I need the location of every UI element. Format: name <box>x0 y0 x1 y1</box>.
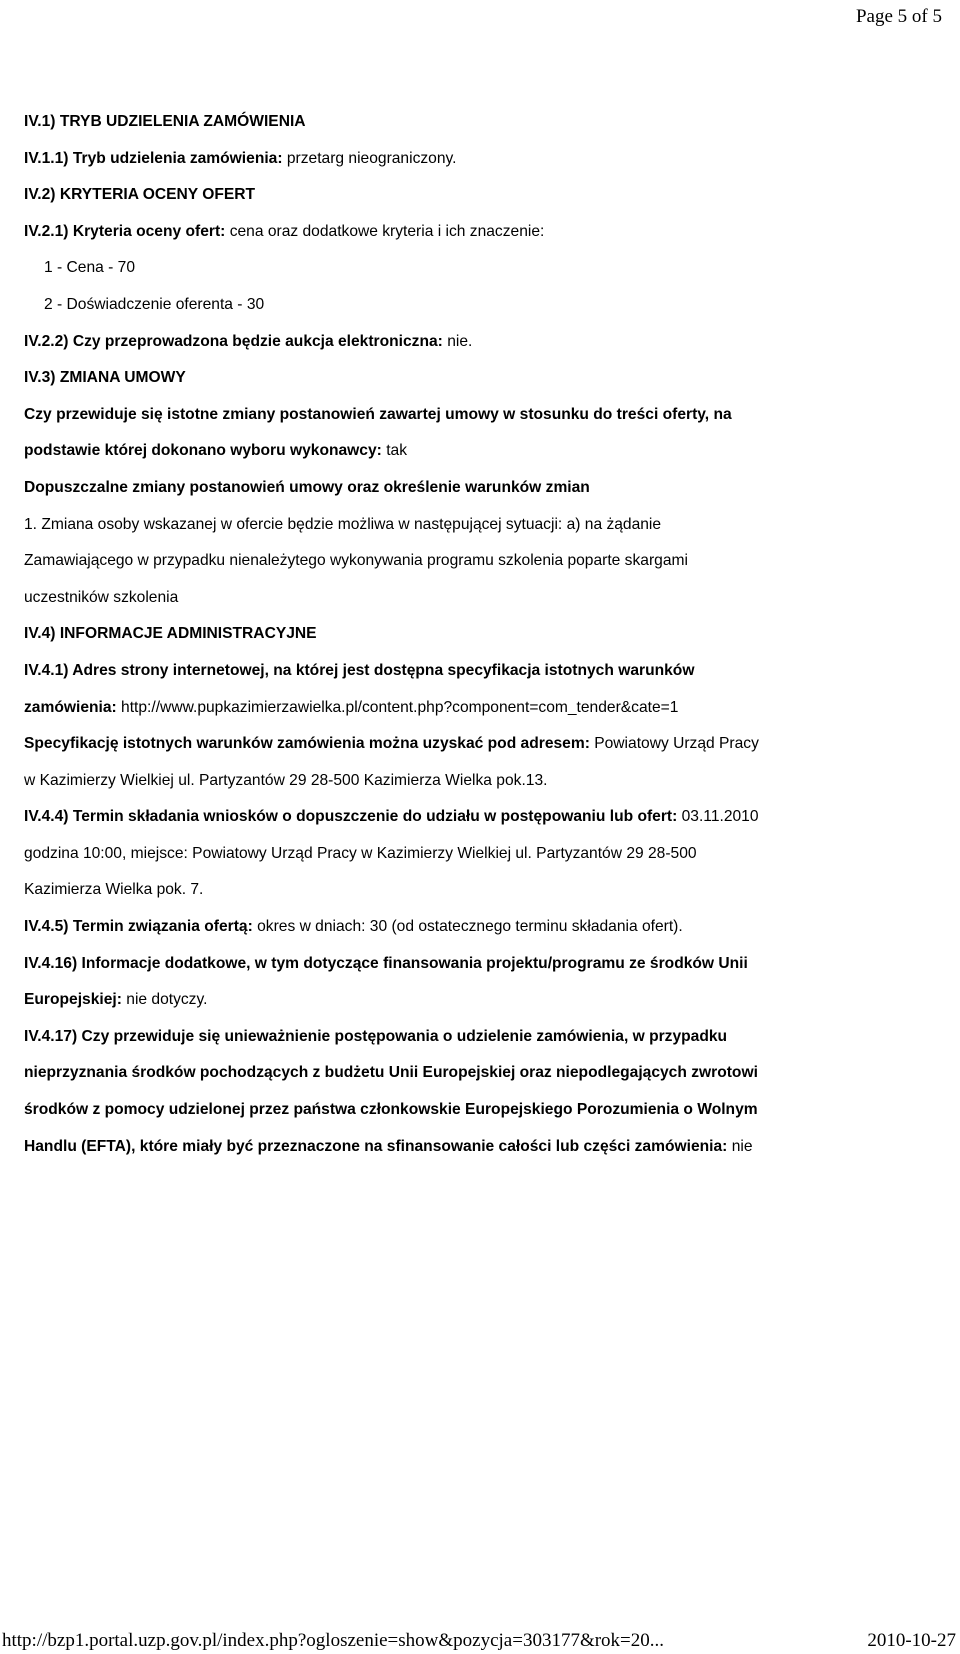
termin-skladania-cont: godzina 10:00, miejsce: Powiatowy Urząd Pracy w Kazimierzy Wielkiej ul. Partyzantów 29 28-500 <box>24 844 697 862</box>
zmiany-text-line: 1. Zmiana osoby wskazanej w ofercie będzie możliwa w następującej sytuacji: a) na żądanie <box>24 515 662 533</box>
section-title-informacje: IV.4) INFORMACJE ADMINISTRACYJNE <box>24 625 317 643</box>
informacje-dodatkowe-value: Europejskiej: nie dotyczy. <box>24 991 208 1009</box>
adres-strony-line: IV.4.1) Adres strony internetowej, na której jest dostępna specyfikacja istotnych warunków <box>24 661 695 679</box>
zmiany-question-answer: podstawie której dokonano wyboru wykonawcy: tak <box>24 442 407 460</box>
termin-skladania-cont: Kazimierza Wielka pok. 7. <box>24 881 204 899</box>
informacje-dodatkowe-line: IV.4.16) Informacje dodatkowe, w tym dotyczące finansowania projektu/programu ze środków Unii <box>24 954 748 972</box>
termin-zwiazania: IV.4.5) Termin związania ofertą: okres w dniach: 30 (od ostatecznego terminu składania ofert). <box>24 918 683 936</box>
uniewaznienie-line: środków z pomocy udzielonej przez państwa członkowskie Europejskiego Porozumienia o Wolnym <box>24 1101 758 1119</box>
footer-url[interactable]: http://bzp1.portal.uzp.gov.pl/index.php?ogloszenie=show&pozycja=303177&rok=20... <box>2 1630 665 1651</box>
section-title-zmiana-umowy: IV.3) ZMIANA UMOWY <box>24 369 186 387</box>
criterion-item: 1 - Cena - 70 <box>44 259 136 277</box>
document-body <box>24 104 942 1165</box>
termin-skladania: IV.4.4) Termin składania wniosków o dopuszczenie do udziału w postępowaniu lub ofert: 03.11.2010 <box>24 808 759 826</box>
section-title-kryteria: IV.2) KRYTERIA OCENY OFERT <box>24 186 256 204</box>
zmiany-text-line: Zamawiającego w przypadku nienależytego wykonywania programu szkolenia poparte skargami <box>24 552 688 570</box>
aukcja-elektroniczna: IV.2.2) Czy przeprowadzona będzie aukcja elektroniczna: nie. <box>24 332 473 350</box>
tryb-udzielenia: IV.1.1) Tryb udzielenia zamówienia: przetarg nieograniczony. <box>24 149 457 167</box>
uniewaznienie-answer: Handlu (EFTA), które miały być przeznaczone na sfinansowanie całości lub części zamówienia: nie <box>24 1137 753 1155</box>
criterion-item: 2 - Doświadczenie oferenta - 30 <box>44 295 265 313</box>
dopuszczalne-zmiany-title: Dopuszczalne zmiany postanowień umowy oraz określenie warunków zmian <box>24 478 590 496</box>
spec-url-link[interactable]: http://www.pupkazimierzawielka.pl/content.php?component=com_tender&cate=1 <box>116 698 679 716</box>
adres-strony-value: zamówienia: http://www.pupkazimierzawielka.pl/content.php?component=com_tender&cate=1 <box>24 698 679 716</box>
specyfikacja-adres: Specyfikację istotnych warunków zamówienia można uzyskać pod adresem: Powiatowy Urząd Pracy <box>24 735 759 753</box>
specyfikacja-adres-cont: w Kazimierzy Wielkiej ul. Partyzantów 29 28-500 Kazimierza Wielka pok.13. <box>24 771 548 789</box>
uniewaznienie-line: nieprzyznania środków pochodzących z budżetu Unii Europejskiej oraz niepodlegających zwrotowi <box>24 1064 758 1082</box>
footer-date: 2010-10-27 <box>867 1630 956 1651</box>
uniewaznienie-line: IV.4.17) Czy przewiduje się unieważnienie postępowania o udzielenie zamówienia, w przypadku <box>24 1027 728 1045</box>
zmiany-question-line: Czy przewiduje się istotne zmiany postanowień zawartej umowy w stosunku do treści oferty, na <box>24 405 732 423</box>
page-number: Page 5 of 5 <box>855 6 942 27</box>
section-title-tryb: IV.1) TRYB UDZIELENIA ZAMÓWIENIA <box>24 113 306 130</box>
zmiany-text-line: uczestników szkolenia <box>24 588 179 606</box>
kryteria-oceny: IV.2.1) Kryteria oceny ofert: cena oraz dodatkowe kryteria i ich znaczenie: <box>24 222 545 240</box>
page-footer <box>0 1628 960 1652</box>
